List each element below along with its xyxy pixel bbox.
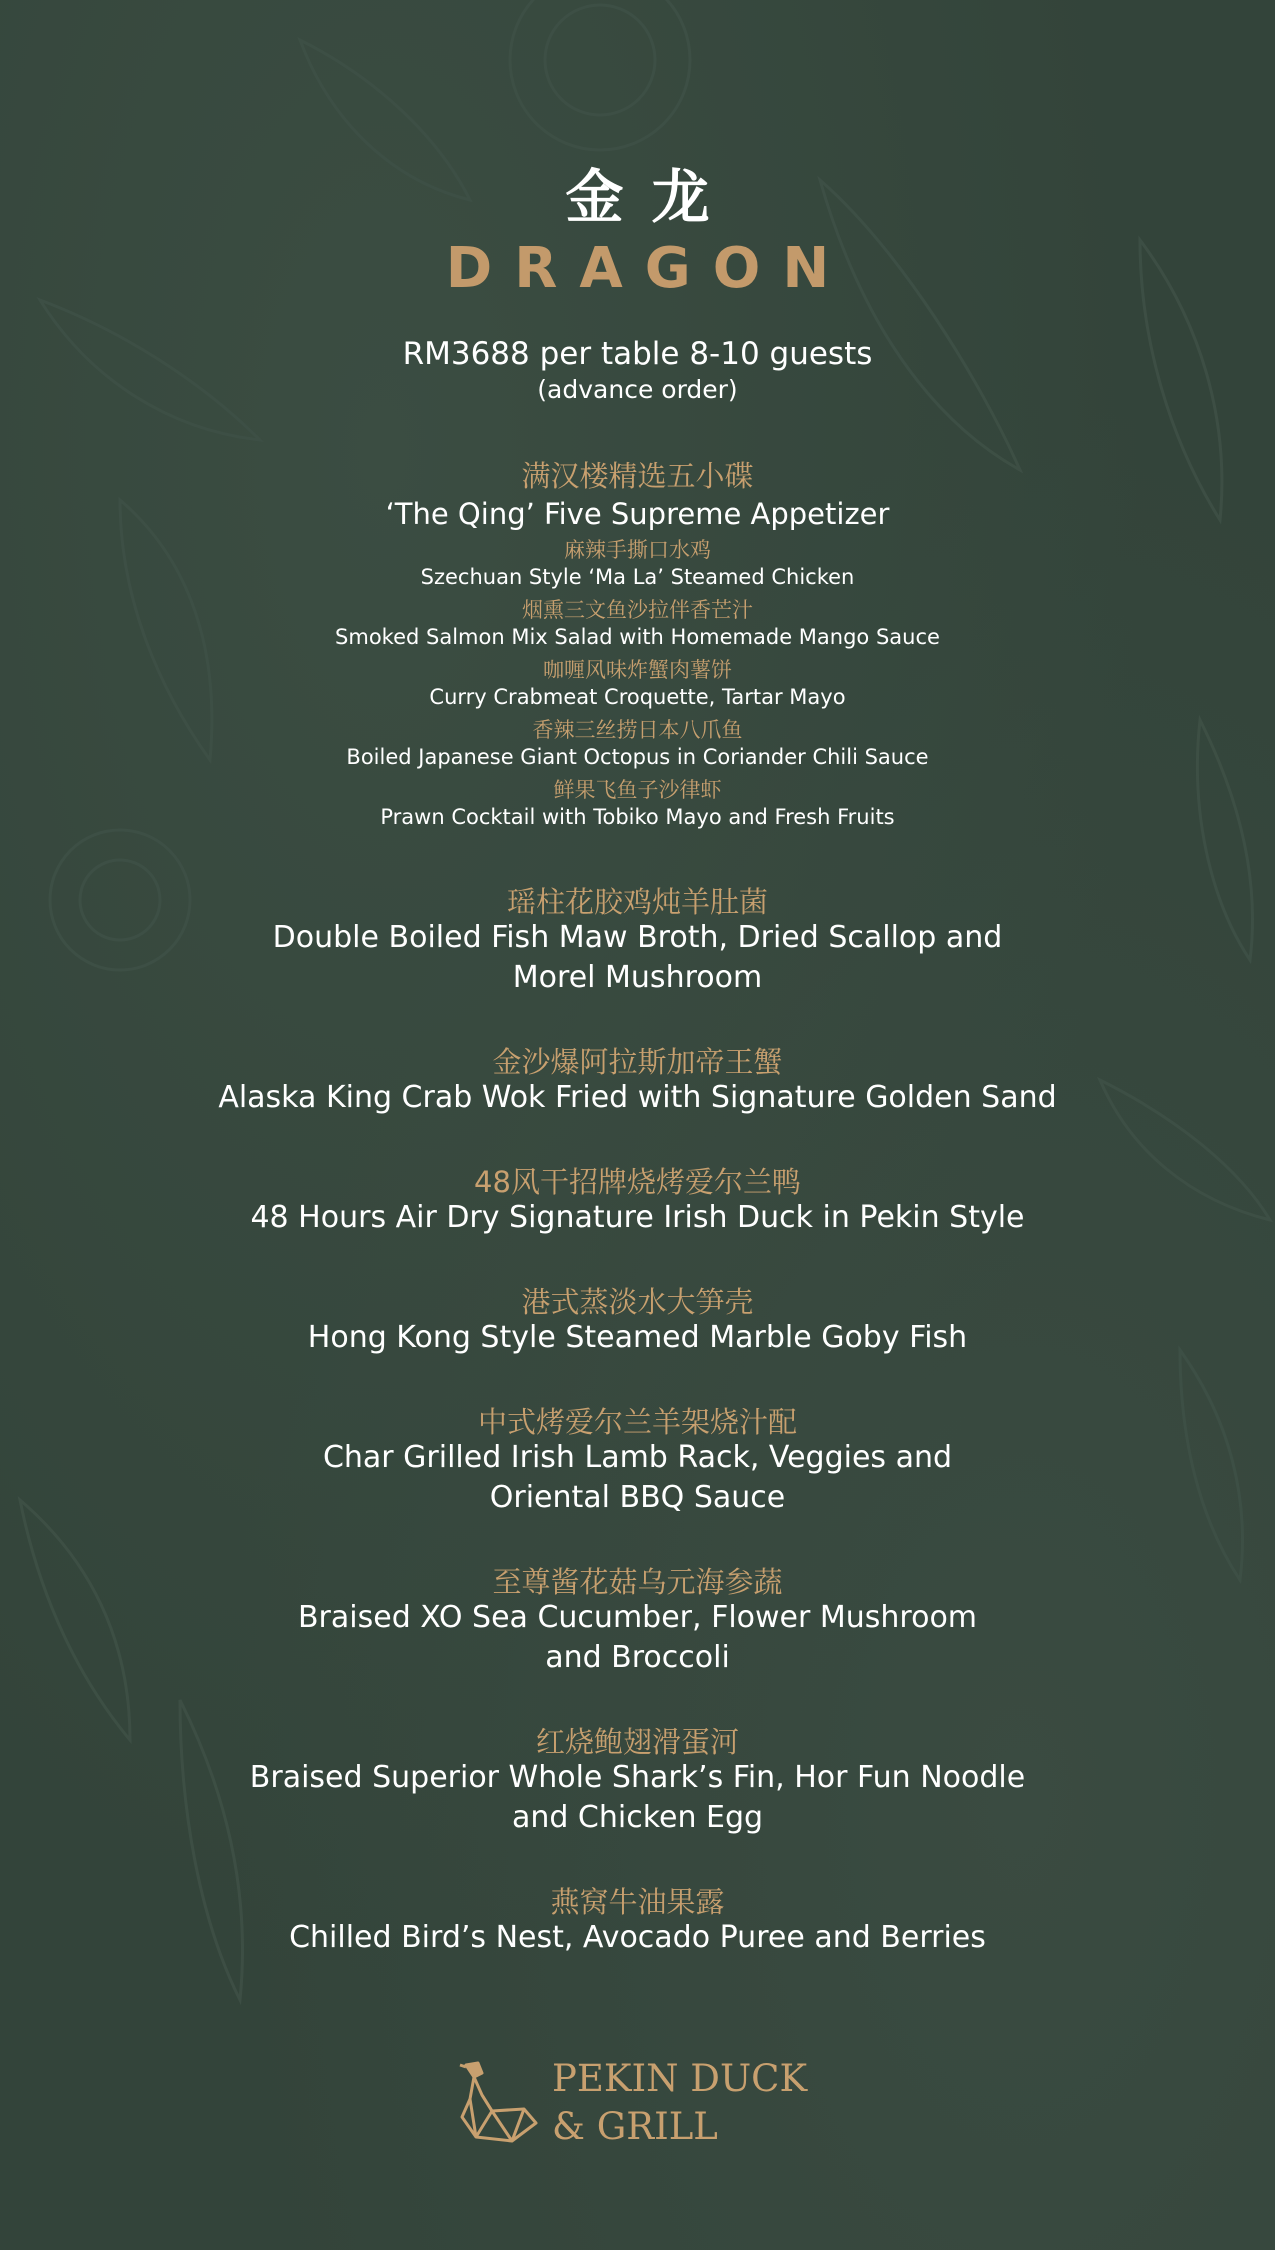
logo-line-1: PEKIN DUCK (552, 2057, 808, 2100)
flower-decoration (510, 0, 690, 150)
dish-title-chinese: 至尊酱花菇乌元海参蔬 (492, 1565, 783, 1599)
dish-title-english: Braised XO Sea Cucumber, Flower Mushroom (297, 1600, 978, 1635)
menu-title-english: DRAGON (445, 236, 852, 301)
dish-title-chinese: 瑶柱花胶鸡炖羊肚菌 (506, 885, 768, 919)
appetizer-item-chinese: 香辣三丝捞日本八爪鱼 (532, 718, 743, 742)
flower-decoration (545, 5, 655, 115)
appetizer-item-chinese: 咖喱风味炸蟹肉薯饼 (543, 658, 732, 682)
dish-title-chinese: 中式烤爱尔兰羊架烧汁配 (477, 1405, 797, 1439)
dish-title-english-cont: Morel Mushroom (512, 960, 763, 995)
appetizer-item-english: Prawn Cocktail with Tobiko Mayo and Fresh Fruits (380, 805, 895, 829)
logo-line-2: & GRILL (552, 2105, 718, 2148)
dish-title-english-cont: and Broccoli (545, 1640, 730, 1675)
appetizer-item-chinese: 烟熏三文鱼沙拉伴香芒汁 (522, 598, 753, 622)
appetizer-item-english: Boiled Japanese Giant Octopus in Coriander Chili Sauce (346, 745, 929, 769)
dish-title-chinese: 金沙爆阿拉斯加帝王蟹 (492, 1045, 783, 1079)
appetizer-item-chinese: 麻辣手撕口水鸡 (564, 538, 711, 562)
logo-text (552, 2055, 807, 2151)
dish-title-chinese: 燕窝牛油果露 (550, 1885, 725, 1919)
appetizer-item-english: Curry Crabmeat Croquette, Tartar Mayo (429, 685, 846, 709)
advance-order-note: (advance order) (537, 375, 738, 404)
dish-title-english: Chilled Bird’s Nest, Avocado Puree and Berries (289, 1920, 986, 1955)
restaurant-logo (452, 2055, 832, 2155)
appetizer-item-english: Smoked Salmon Mix Salad with Homemade Mango Sauce (335, 625, 940, 649)
duck-logo-icon (452, 2059, 544, 2149)
appetizer-item-english: Szechuan Style ‘Ma La’ Steamed Chicken (420, 565, 855, 589)
dish-title-english: Double Boiled Fish Maw Broth, Dried Scallop and (272, 920, 1003, 955)
menu-title-chinese: 金龙 (565, 163, 738, 231)
dish-title-chinese: 48风干招牌烧烤爱尔兰鸭 (474, 1165, 801, 1199)
dish-title-english: 48 Hours Air Dry Signature Irish Duck in Pekin Style (250, 1200, 1025, 1235)
dish-title-english: Hong Kong Style Steamed Marble Goby Fish (307, 1320, 968, 1355)
dish-title-english-cont: Oriental BBQ Sauce (489, 1480, 786, 1515)
appetizer-item-chinese: 鲜果飞鱼子沙律虾 (553, 778, 722, 802)
dish-title-english: Braised Superior Whole Shark’s Fin, Hor Fun Noodle (249, 1760, 1026, 1795)
dish-title-english: Char Grilled Irish Lamb Rack, Veggies and (322, 1440, 953, 1475)
dish-title-chinese: 港式蒸淡水大笋壳 (521, 1285, 754, 1319)
dish-title-chinese: 红烧鲍翅滑蛋河 (535, 1725, 739, 1759)
dish-title-english-cont: and Chicken Egg (511, 1800, 764, 1835)
dish-title-english: Alaska King Crab Wok Fried with Signature Golden Sand (218, 1080, 1057, 1115)
appetizer-title-english: ‘The Qing’ Five Supreme Appetizer (385, 497, 890, 531)
price-line: RM3688 per table 8-10 guests (402, 336, 873, 372)
appetizer-title-chinese: 满汉楼精选五小碟 (521, 459, 754, 493)
